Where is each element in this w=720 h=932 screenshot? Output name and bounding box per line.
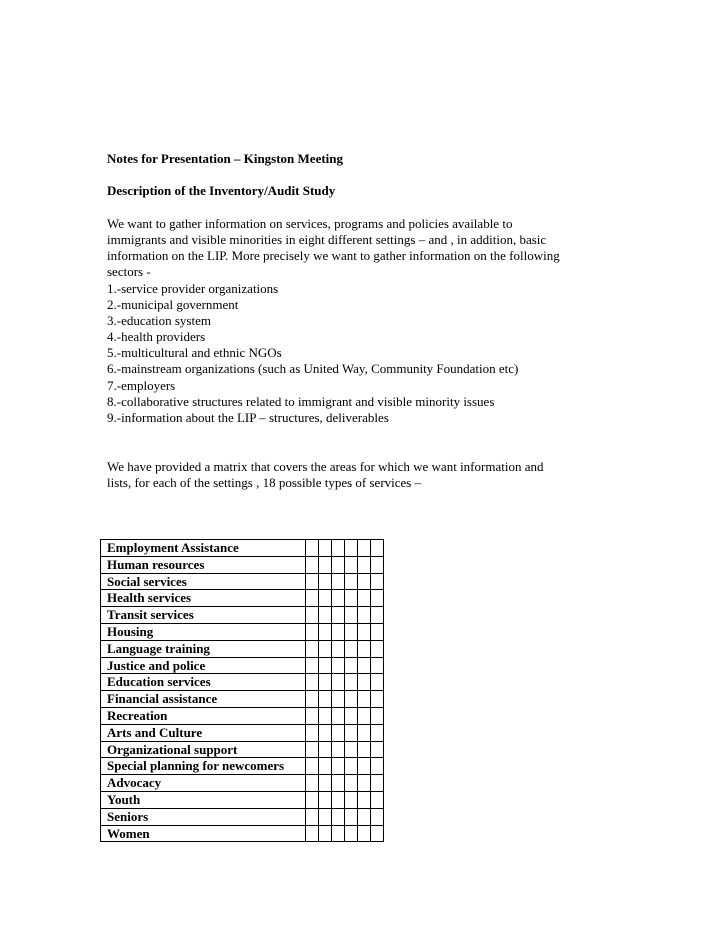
matrix-row-label: Financial assistance <box>101 691 306 708</box>
matrix-cell <box>332 640 345 657</box>
matrix-intro-line: lists, for each of the settings , 18 possible types of services – <box>107 474 422 490</box>
matrix-cell <box>371 623 384 640</box>
matrix-cell <box>306 607 319 624</box>
matrix-row-label: Employment Assistance <box>101 540 306 557</box>
matrix-cell <box>371 707 384 724</box>
matrix-cell <box>332 556 345 573</box>
matrix-cell <box>319 741 332 758</box>
matrix-row-label: Housing <box>101 623 306 640</box>
matrix-intro-line: We have provided a matrix that covers the areas for which we want information and <box>107 458 544 474</box>
matrix-cell <box>358 607 371 624</box>
matrix-cell <box>358 691 371 708</box>
matrix-cell <box>319 573 332 590</box>
matrix-cell <box>319 808 332 825</box>
matrix-cell <box>358 758 371 775</box>
matrix-cell <box>332 691 345 708</box>
matrix-cell <box>371 791 384 808</box>
matrix-cell <box>306 657 319 674</box>
matrix-intro-paragraph <box>107 459 627 491</box>
matrix-cell <box>358 775 371 792</box>
matrix-cell <box>371 724 384 741</box>
matrix-row-label: Arts and Culture <box>101 724 306 741</box>
matrix-row <box>101 691 384 708</box>
matrix-cell <box>319 775 332 792</box>
sector-list <box>107 281 627 427</box>
matrix-cell <box>319 607 332 624</box>
matrix-cell <box>306 758 319 775</box>
matrix-row-label: Education services <box>101 674 306 691</box>
matrix-row-label: Transit services <box>101 607 306 624</box>
matrix-cell <box>358 741 371 758</box>
sector-item: 3.-education system <box>107 312 211 328</box>
matrix-cell <box>306 623 319 640</box>
sector-item: 7.-employers <box>107 377 176 393</box>
matrix-cell <box>371 691 384 708</box>
matrix-cell <box>345 657 358 674</box>
matrix-cell <box>358 791 371 808</box>
matrix-cell <box>306 741 319 758</box>
intro-line: information on the LIP. More precisely we want to gather information on the following <box>107 248 560 264</box>
matrix-cell <box>332 657 345 674</box>
matrix-cell <box>332 825 345 842</box>
matrix-cell <box>345 741 358 758</box>
matrix-cell <box>345 640 358 657</box>
matrix-row-label: Human resources <box>101 556 306 573</box>
matrix-row <box>101 623 384 640</box>
matrix-row <box>101 741 384 758</box>
matrix-cell <box>358 825 371 842</box>
matrix-cell <box>371 640 384 657</box>
sector-item: 5.-multicultural and ethnic NGOs <box>107 345 282 361</box>
matrix-cell <box>371 775 384 792</box>
matrix-row <box>101 573 384 590</box>
matrix-cell <box>345 573 358 590</box>
sector-item: 2.-municipal government <box>107 296 239 312</box>
matrix-row-label: Seniors <box>101 808 306 825</box>
matrix-cell <box>345 623 358 640</box>
matrix-cell <box>306 825 319 842</box>
matrix-cell <box>371 674 384 691</box>
matrix-cell <box>345 556 358 573</box>
matrix-cell <box>306 691 319 708</box>
matrix-cell <box>332 607 345 624</box>
matrix-cell <box>358 674 371 691</box>
matrix-row <box>101 707 384 724</box>
matrix-row <box>101 540 384 557</box>
matrix-row <box>101 657 384 674</box>
matrix-cell <box>358 657 371 674</box>
sector-item: 1.-service provider organizations <box>107 280 279 296</box>
sector-item: 6.-mainstream organizations (such as United Way, Community Foundation etc) <box>107 361 519 377</box>
matrix-cell <box>345 775 358 792</box>
matrix-cell <box>319 623 332 640</box>
intro-paragraph <box>107 216 627 281</box>
intro-line: immigrants and visible minorities in eight different settings – and , in addition, basic <box>107 231 547 247</box>
matrix-row <box>101 724 384 741</box>
matrix-cell <box>371 825 384 842</box>
matrix-cell <box>358 540 371 557</box>
matrix-cell <box>306 573 319 590</box>
matrix-cell <box>371 808 384 825</box>
matrix-cell <box>332 741 345 758</box>
matrix-row-label: Special planning for newcomers <box>101 758 306 775</box>
matrix-cell <box>371 607 384 624</box>
matrix-cell <box>306 674 319 691</box>
sector-item: 8.-collaborative structures related to immigrant and visible minority issues <box>107 393 495 409</box>
matrix-cell <box>319 691 332 708</box>
matrix-cell <box>358 640 371 657</box>
matrix-cell <box>319 590 332 607</box>
matrix-cell <box>332 573 345 590</box>
matrix-cell <box>306 556 319 573</box>
matrix-row <box>101 590 384 607</box>
matrix-cell <box>345 607 358 624</box>
services-matrix-body <box>101 540 384 842</box>
matrix-row-label: Youth <box>101 791 306 808</box>
matrix-cell <box>319 657 332 674</box>
matrix-row-label: Recreation <box>101 707 306 724</box>
matrix-row <box>101 808 384 825</box>
matrix-cell <box>371 758 384 775</box>
matrix-cell <box>319 556 332 573</box>
matrix-cell <box>319 707 332 724</box>
matrix-row-label: Health services <box>101 590 306 607</box>
matrix-cell <box>345 674 358 691</box>
matrix-cell <box>358 590 371 607</box>
matrix-row-label: Women <box>101 825 306 842</box>
matrix-row-label: Organizational support <box>101 741 306 758</box>
sector-item: 9.-information about the LIP – structures, deliverables <box>107 410 389 425</box>
matrix-cell <box>332 808 345 825</box>
matrix-cell <box>306 590 319 607</box>
matrix-cell <box>345 808 358 825</box>
matrix-cell <box>345 540 358 557</box>
matrix-cell <box>319 640 332 657</box>
matrix-cell <box>306 808 319 825</box>
services-matrix <box>100 539 384 842</box>
matrix-cell <box>332 724 345 741</box>
matrix-cell <box>332 707 345 724</box>
document-title: Notes for Presentation – Kingston Meeting <box>107 151 344 166</box>
document-subtitle: Description of the Inventory/Audit Study <box>107 183 336 199</box>
matrix-cell <box>371 657 384 674</box>
matrix-cell <box>371 573 384 590</box>
matrix-row <box>101 758 384 775</box>
matrix-cell <box>371 556 384 573</box>
matrix-cell <box>319 674 332 691</box>
matrix-cell <box>358 707 371 724</box>
matrix-cell <box>319 540 332 557</box>
matrix-cell <box>306 707 319 724</box>
matrix-cell <box>332 623 345 640</box>
matrix-cell <box>345 825 358 842</box>
matrix-cell <box>306 775 319 792</box>
matrix-cell <box>371 540 384 557</box>
matrix-row <box>101 640 384 657</box>
intro-line: sectors - <box>107 264 151 280</box>
matrix-cell <box>358 623 371 640</box>
matrix-row <box>101 775 384 792</box>
matrix-cell <box>319 758 332 775</box>
matrix-row <box>101 607 384 624</box>
matrix-cell <box>345 758 358 775</box>
matrix-cell <box>319 825 332 842</box>
matrix-cell <box>345 707 358 724</box>
matrix-cell <box>306 540 319 557</box>
matrix-cell <box>332 590 345 607</box>
intro-line: We want to gather information on services, programs and policies available to <box>107 215 513 231</box>
matrix-cell <box>306 724 319 741</box>
matrix-row-label: Justice and police <box>101 657 306 674</box>
document-body <box>107 151 627 491</box>
matrix-cell <box>371 590 384 607</box>
matrix-row-label: Advocacy <box>101 775 306 792</box>
matrix-cell <box>345 724 358 741</box>
matrix-cell <box>371 741 384 758</box>
matrix-row-label: Social services <box>101 573 306 590</box>
matrix-cell <box>358 556 371 573</box>
matrix-row-label: Language training <box>101 640 306 657</box>
matrix-cell <box>306 791 319 808</box>
matrix-cell <box>319 724 332 741</box>
matrix-cell <box>358 573 371 590</box>
matrix-cell <box>306 640 319 657</box>
matrix-cell <box>332 775 345 792</box>
matrix-row <box>101 825 384 842</box>
matrix-cell <box>319 791 332 808</box>
matrix-cell <box>345 691 358 708</box>
matrix-row <box>101 791 384 808</box>
matrix-cell <box>332 540 345 557</box>
matrix-row <box>101 556 384 573</box>
matrix-cell <box>332 791 345 808</box>
matrix-cell <box>345 791 358 808</box>
matrix-cell <box>358 808 371 825</box>
sector-item: 4.-health providers <box>107 329 206 345</box>
matrix-cell <box>332 674 345 691</box>
matrix-cell <box>345 590 358 607</box>
matrix-cell <box>358 724 371 741</box>
matrix-row <box>101 674 384 691</box>
matrix-cell <box>332 758 345 775</box>
